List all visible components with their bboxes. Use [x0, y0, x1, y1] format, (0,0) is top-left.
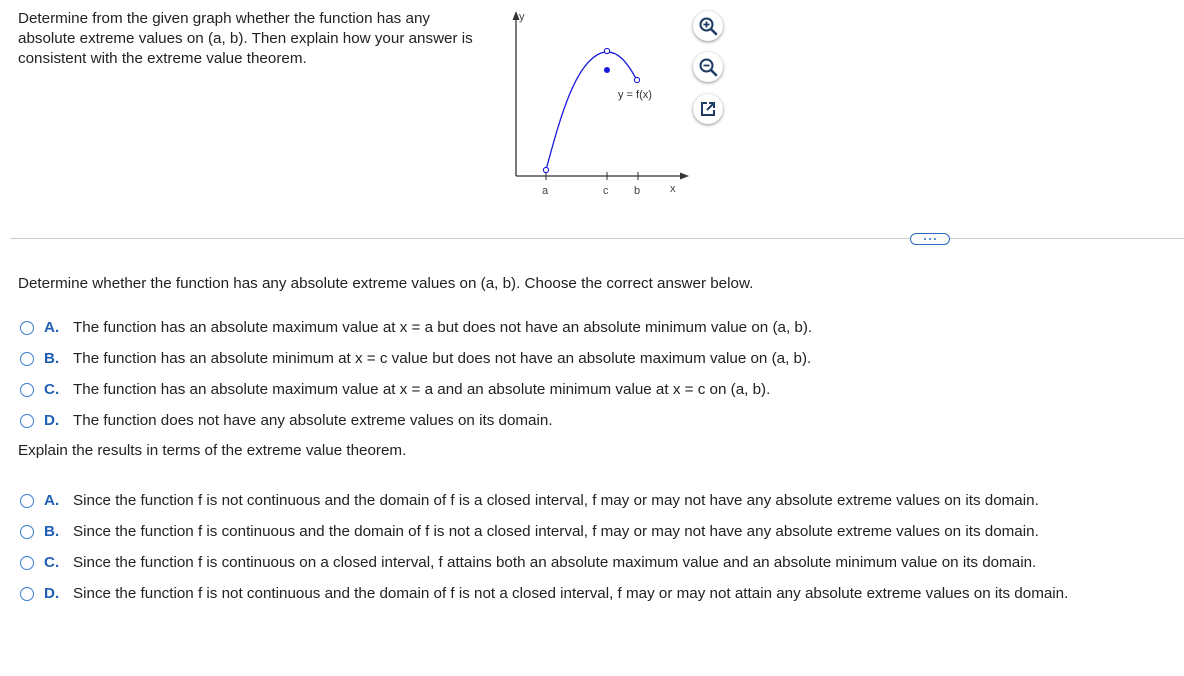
option-letter: D.	[44, 412, 60, 429]
x-axis-label: x	[670, 183, 676, 195]
part2-option-d[interactable]	[20, 578, 1068, 609]
open-endpoint-b	[634, 77, 639, 82]
problem-statement: Determine from the given graph whether the function has any absolute extreme values on (a, b). Then explain how your answer is consistent with the extreme value theorem.	[18, 10, 473, 67]
part2-options	[20, 485, 1068, 609]
dot-icon	[924, 238, 926, 240]
radio-button[interactable]	[20, 525, 34, 539]
option-letter: A.	[44, 492, 60, 509]
y-axis-label: y	[519, 11, 525, 23]
part2-question: Explain the results in terms of the extreme value theorem.	[18, 442, 407, 459]
zoom-in-icon	[698, 16, 718, 36]
option-text: The function has an absolute minimum at x = c value but does not have an absolute maximum value on (a, b).	[73, 350, 812, 367]
function-graph	[505, 8, 695, 200]
option-text: Since the function f is not continuous and the domain of f is not a closed interval, f may or may not attain any absolute extreme values on its domain.	[73, 585, 1069, 602]
radio-button[interactable]	[20, 414, 34, 428]
option-letter: D.	[44, 585, 60, 602]
external-link-icon	[699, 100, 717, 118]
part1-option-a[interactable]	[20, 312, 812, 343]
option-text: The function has an absolute maximum value at x = a and an absolute minimum value at x = c on (a, b).	[73, 381, 771, 398]
option-text: The function has an absolute maximum value at x = a but does not have an absolute minimum value on (a, b).	[73, 319, 813, 336]
option-text: Since the function f is not continuous and the domain of f is a closed interval, f may or may not have any absolute extreme values on its domain.	[73, 492, 1039, 509]
curve-label: y = f(x)	[618, 89, 652, 101]
radio-button[interactable]	[20, 383, 34, 397]
part2-option-a[interactable]	[20, 485, 1068, 516]
option-letter: C.	[44, 554, 60, 571]
zoom-in-button[interactable]	[693, 11, 723, 41]
zoom-out-button[interactable]	[693, 52, 723, 82]
part1-options	[20, 312, 812, 436]
more-options-button[interactable]	[910, 233, 950, 245]
tick-label-b: b	[634, 185, 641, 197]
part1-question: Determine whether the function has any absolute extreme values on (a, b). Choose the correct answer below.	[18, 275, 754, 292]
option-text: Since the function f is continuous on a closed interval, f attains both an absolute maximum value and an absolute minimum value on its domain.	[73, 554, 1037, 571]
popout-button[interactable]	[693, 94, 723, 124]
option-text: Since the function f is continuous and the domain of f is not a closed interval, f may or may not have any absolute extreme values on its domain.	[73, 523, 1039, 540]
radio-button[interactable]	[20, 352, 34, 366]
open-point-peak	[604, 48, 609, 53]
tick-label-c: c	[603, 185, 609, 197]
option-letter: B.	[44, 523, 60, 540]
part1-option-c[interactable]	[20, 374, 812, 405]
radio-button[interactable]	[20, 494, 34, 508]
option-text: The function does not have any absolute extreme values on its domain.	[73, 412, 553, 429]
dot-icon	[934, 238, 936, 240]
radio-button[interactable]	[20, 321, 34, 335]
section-divider	[10, 238, 1184, 239]
radio-button[interactable]	[20, 587, 34, 601]
part1-option-d[interactable]	[20, 405, 812, 436]
zoom-out-icon	[698, 57, 718, 77]
option-letter: B.	[44, 350, 60, 367]
radio-button[interactable]	[20, 556, 34, 570]
option-letter: C.	[44, 381, 60, 398]
function-curve	[546, 52, 637, 170]
option-letter: A.	[44, 319, 60, 336]
part1-option-b[interactable]	[20, 343, 812, 374]
open-endpoint-a	[543, 167, 548, 172]
part2-option-c[interactable]	[20, 547, 1068, 578]
part2-option-b[interactable]	[20, 516, 1068, 547]
x-axis-arrow	[680, 173, 689, 180]
dot-icon	[929, 238, 931, 240]
tick-label-a: a	[542, 185, 549, 197]
filled-point-c	[604, 67, 610, 73]
